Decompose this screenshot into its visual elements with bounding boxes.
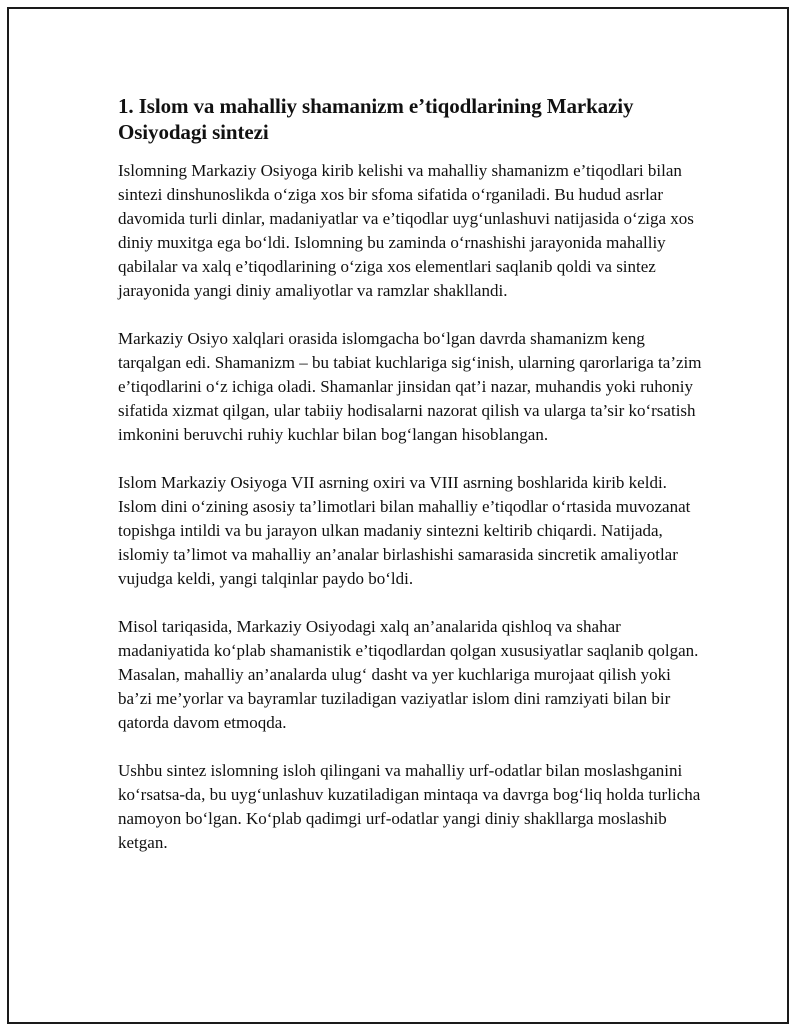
paragraph-5: Ushbu sintez islomning isloh qilingani va mahalliy urf-odatlar bilan moslashganini ko‘rsatsa-da, bu uyg‘unlashuv kuzatiladigan mintaqa va davrga bog‘liq holda turlicha namoyon bo‘lgan. Ko‘plab qadimgi urf-odatlar yangi diniy shakllarga moslashib ketgan. [118, 761, 701, 852]
paragraph-2: Markaziy Osiyo xalqlari orasida islomgacha bo‘lgan davrda shamanizm keng tarqalgan edi. Shamanizm – bu tabiat kuchlariga sig‘inish, ularning qarorlariga ta’zim e’tiqodlarini o‘z ichiga oladi. Shamanlar jinsidan qat’i nazar, muhandis yoki ruhoniy sifatida xizmat qilgan, ular tabiiy hodisalarni nazorat qilish va ularga ta’sir ko‘rsatish imkonini beruvchi ruhiy kuchlar bilan bog‘langan hisoblangan. [118, 329, 702, 444]
section-title: 1. Islom va mahalliy shamanizm e’tiqodlarining Markaziy Osiyodagi sintezi [118, 94, 634, 144]
paragraph-3: Islom Markaziy Osiyoga VII asrning oxiri va VIII asrning boshlarida kirib keldi. Islom dini o‘zining asosiy ta’limotlari bilan mahalliy e’tiqodlar o‘rtasida muvozanat topishga intildi va bu jarayon ulkan madaniy sintezni keltirib chiqardi. Natijada, islomiy ta’limot va mahalliy an’analar birlashishi samarasida sincretik amaliyotlar vujudga keldi, yangi talqinlar paydo bo‘ldi. [118, 473, 691, 588]
document-body [118, 93, 703, 855]
paragraph-1: Islomning Markaziy Osiyoga kirib kelishi va mahalliy shamanizm e’tiqodlari bilan sintezi dinshunoslikda o‘ziga xos bir sfoma sifatida o‘rganiladi. Bu hudud asrlar davomida turli dinlar, madaniyatlar va e’tiqodlar uyg‘unlashuvi natijasida o‘ziga xos diniy muxitga ega bo‘ldi. Islomning bu zaminda o‘rnashishi jarayonida mahalliy qabilalar va xalq e’tiqodlarining o‘ziga xos elementlari saqlanib qoldi va sintez jarayonida yangi diniy amaliyotlar va ramzlar shakllandi. [118, 161, 694, 300]
paragraph-4: Misol tariqasida, Markaziy Osiyodagi xalq an’analarida qishloq va shahar madaniyatida ko‘plab shamanistik e’tiqodlardan qolgan xususiyatlar saqlanib qolgan. Masalan, mahalliy an’analarda ulug‘ dasht va yer kuchlariga murojaat qilish yoki ba’zi me’yorlar va bayramlar tuziladigan vaziyatlar islom dini ramziyati bilan bir qatorda davom etmoqda. [118, 617, 699, 732]
